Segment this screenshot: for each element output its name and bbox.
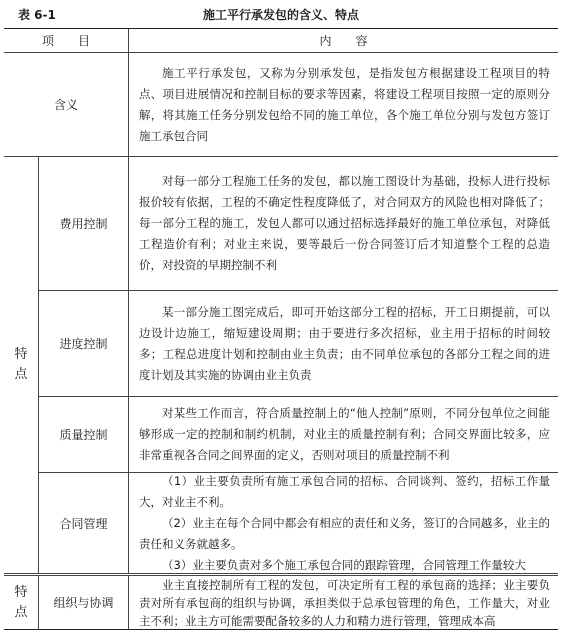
feature-row-content-contract	[128, 473, 558, 573]
features-group-label	[4, 157, 38, 573]
feature-row-label-contract	[38, 473, 128, 573]
feature-text-contract-3: （3）业主要负责对多个施工承包合同的跟踪管理，合同管理工作量较大	[162, 557, 526, 572]
feature-text-schedule: 某一部分施工图完成后，即可开始这部分工程的招标，开工日期提前，可以边设计边施工，缩短建设周期；由于要进行多次招标，业主用于招标的时间较多；工程总进度计划和控制由业主负责；由不同单位承包的各部分工程之间的进度计划及其实施的协调由业主负责	[139, 304, 550, 382]
header-item-label: 项 目	[41, 34, 90, 48]
table-title: 施工平行承发包的含义、特点	[202, 8, 359, 22]
feature-label-schedule: 进度控制	[59, 337, 108, 351]
feature-label-cost: 费用控制	[59, 217, 108, 231]
table-caption	[4, 4, 558, 24]
feature-row-label-cost	[38, 157, 128, 291]
feature-label-coordination: 组织与协调	[53, 596, 114, 610]
feature-text-cost: 对每一部分工程施工任务的发包，都以施工图设计为基础，投标人进行投标报价较有依据，工程的不确定性程度降低了，对合同双方的风险也相对降低了；每一部分工程的施工，发包人都可以通过招标选择最好的施工单位承包，对降低工程造价有利；对业主来说，要等最后一份合同签订后才知道整个工程的总造价，对投资的早期控制不利	[139, 174, 550, 272]
features-label-char-2: 点	[14, 367, 28, 382]
feature-text-coordination: 业主直接控制所有工程的发包，可决定所有工程的承包商的选择；业主要负责对所有承包商的组织与协调，承担类似于总承包管理的角色，工作量大，对业主不利；业主方可能需要配备较多的人力和精力进行管理，管理成本高	[139, 577, 550, 628]
feature-row-label-quality	[38, 397, 128, 473]
feature-text-quality: 对某些工作而言，符合质量控制上的“他人控制”原则，不同分包单位之间能够形成一定的控制和制约机制，对业主的质量控制有利；合同交界面比较多，应非常重视各合同之间界面的定义，否则对项目的质量控制不利	[139, 406, 550, 462]
features-extra-label-char-2: 点	[14, 604, 28, 620]
features-extra-label-char-1: 特	[14, 584, 28, 600]
feature-row-content-cost	[128, 157, 558, 291]
feature-row-content-quality	[128, 397, 558, 473]
feature-row-content-schedule	[128, 291, 558, 397]
feature-label-quality: 质量控制	[59, 428, 108, 442]
features-label-char-1: 特	[14, 347, 28, 362]
features-extra-group-label	[4, 576, 38, 629]
feature-row-label-schedule	[38, 291, 128, 397]
table-number: 表 6-1	[18, 8, 56, 22]
feature-row-label-coordination	[38, 576, 128, 629]
definition-features-table	[4, 28, 558, 630]
header-content-label: 内 容	[319, 34, 368, 48]
feature-text-contract-2: （2）业主在每个合同中都会有相应的责任和义务，签订的合同越多，业主的责任和义务就越多。	[139, 515, 550, 551]
definition-content-cell	[128, 53, 558, 157]
header-content-cell	[128, 29, 558, 53]
definition-text: 施工平行承发包，又称为分别承发包，是指发包方根据建设工程项目的特点、项目进展情况和控制目标的要求等因素，将建设工程项目按照一定的原则分解，将其施工任务分别发包给不同的施工单位，各个施工单位分别与发包方签订施工承包合同	[139, 65, 550, 143]
definition-label: 含义	[53, 98, 78, 112]
feature-row-content-coordination	[128, 576, 558, 629]
feature-text-contract-1: （1）业主要负责所有施工承包合同的招标、合同谈判、签约，招标工作量大，对业主不利。	[139, 473, 550, 509]
definition-label-cell	[4, 53, 128, 157]
header-item-cell	[4, 29, 128, 53]
feature-label-contract: 合同管理	[59, 516, 108, 531]
